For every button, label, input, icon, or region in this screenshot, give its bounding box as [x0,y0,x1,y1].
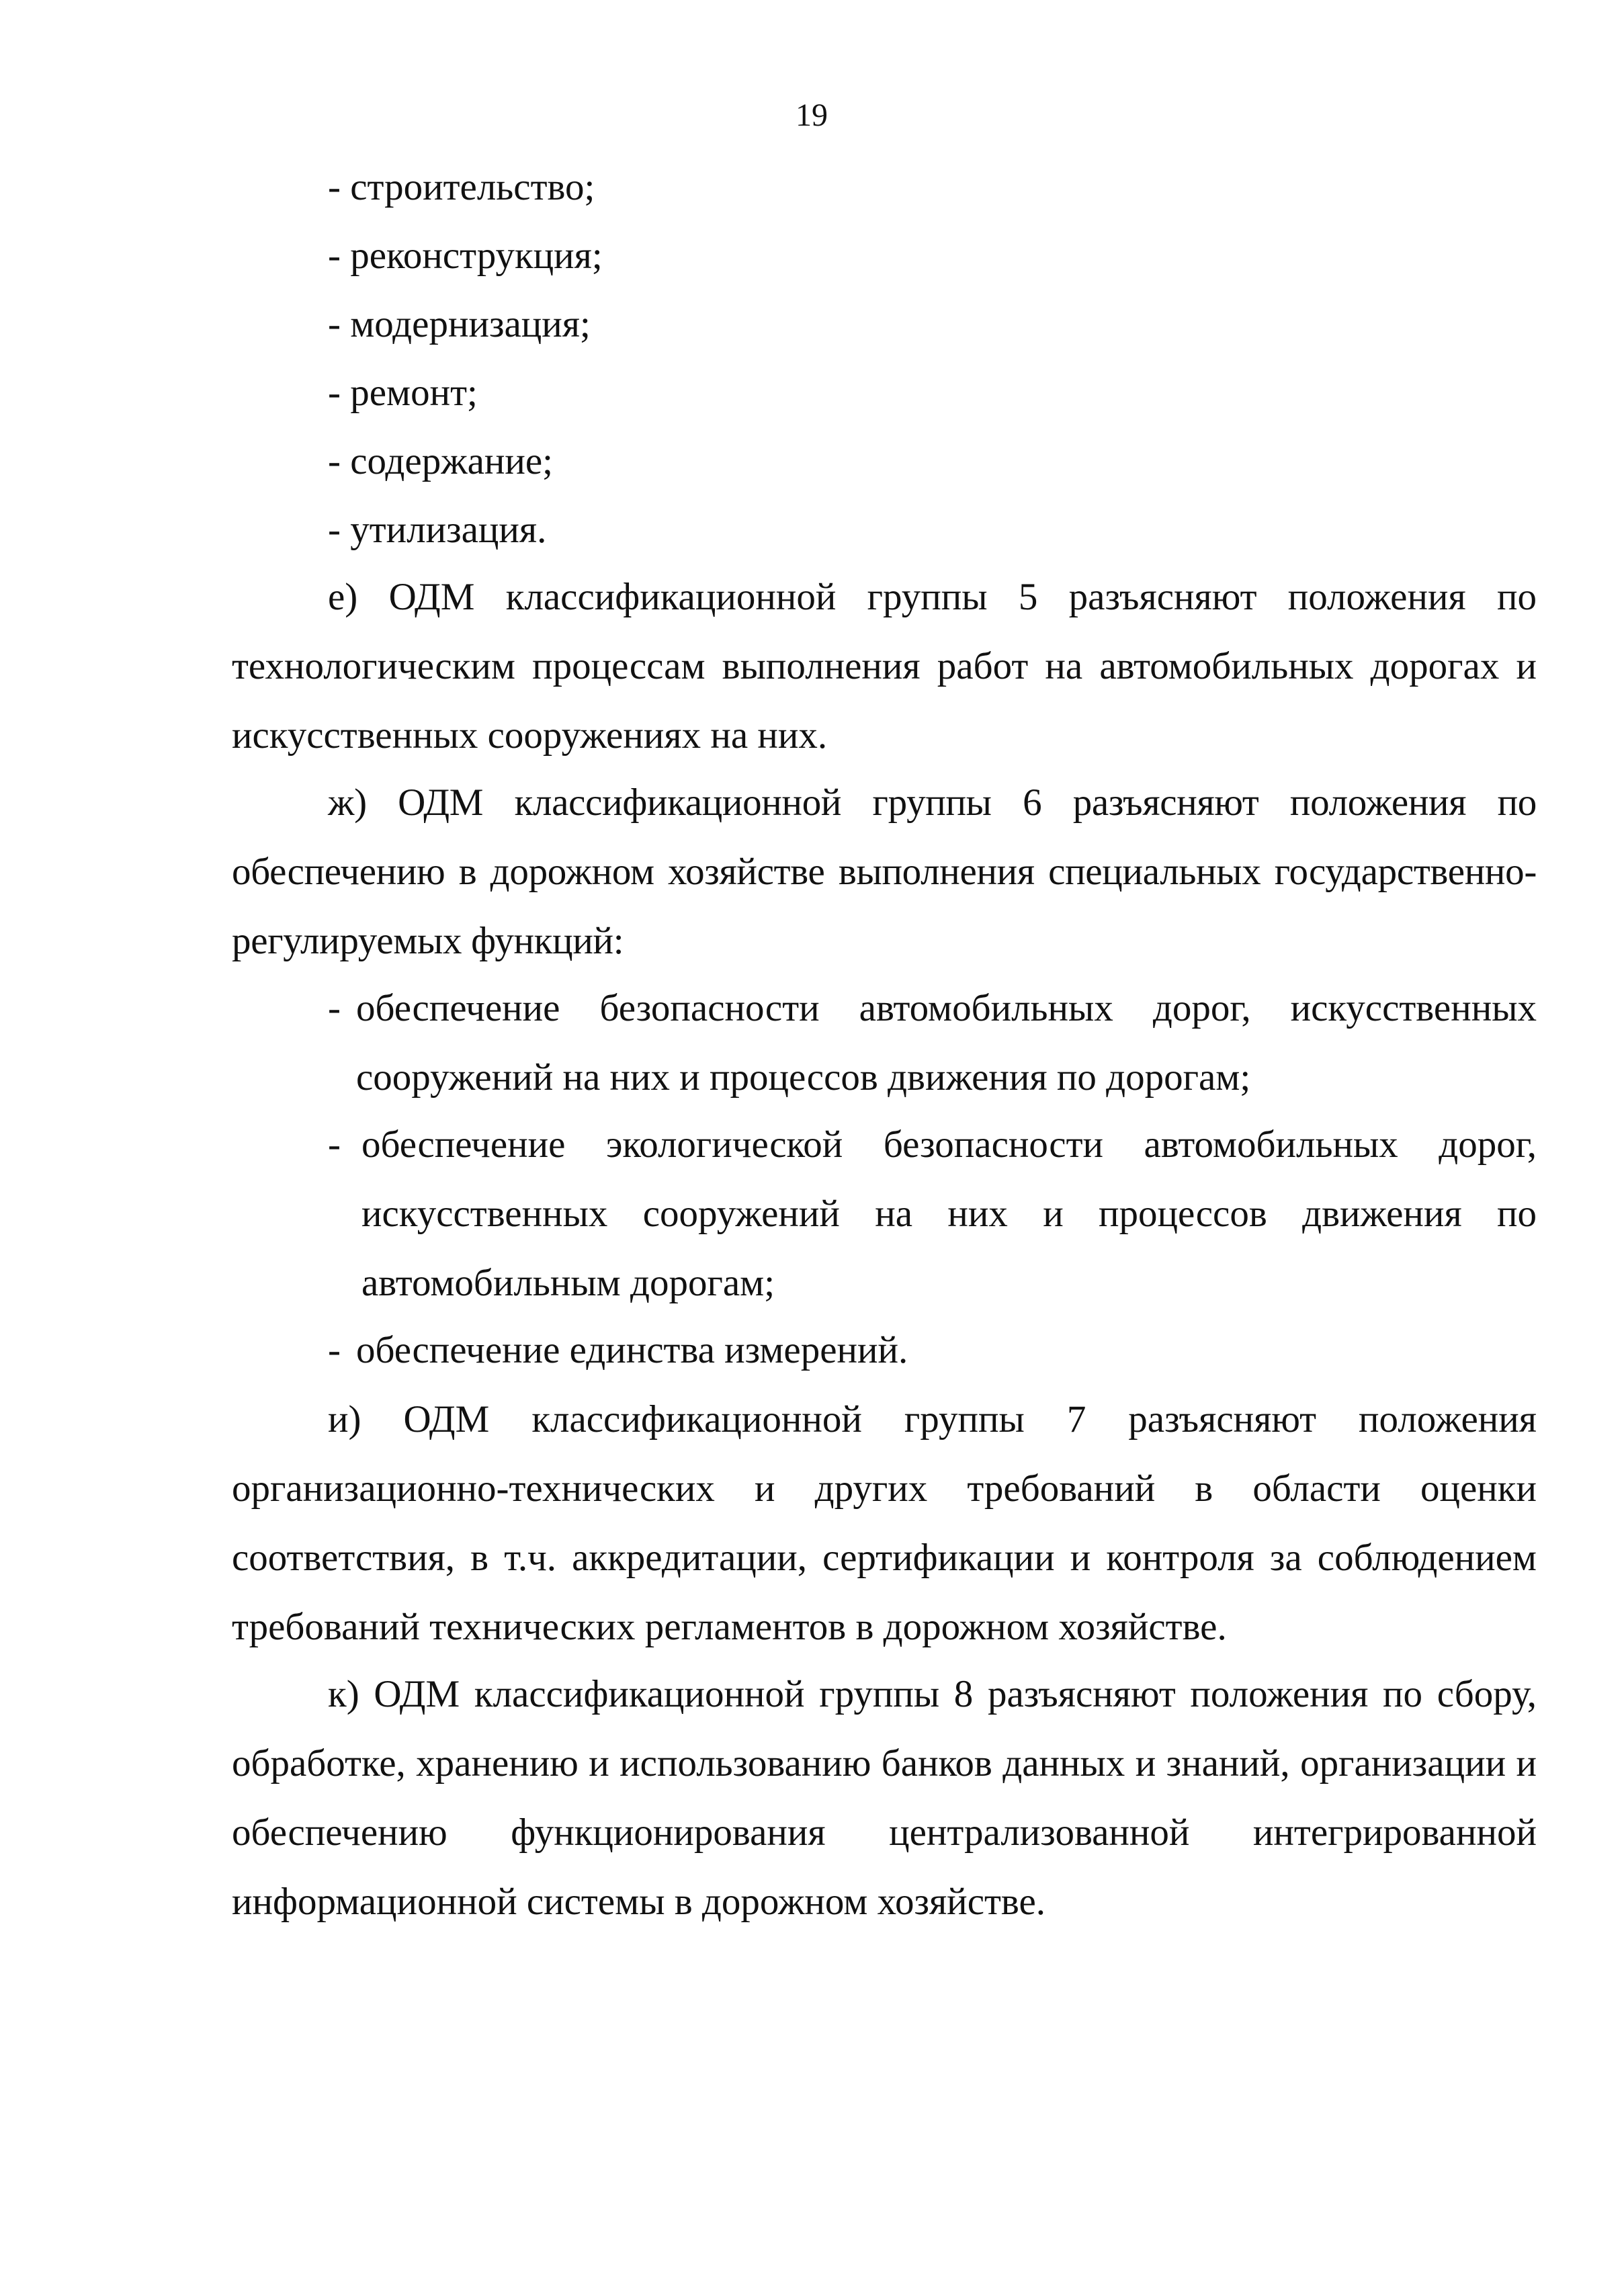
paragraph-e: е) ОДМ классификационной группы 5 разъясняют положения по технологическим процессам выполнения работ на автомобильных дорогах и искусственных сооружениях на них. [232,576,1537,757]
bullet-dash: - [328,987,341,1029]
page-number: 19 [796,97,828,133]
list-item-construction: - строительство; [328,166,595,208]
bullet-measurement-unity [328,1316,1537,1385]
list-item-reconstruction: - реконструкция; [328,234,603,277]
bullet-text: обеспечение экологической безопасности автомобильных дорог, искусственных сооружений на них и процессов движения по автомобильным дорогам; [361,1123,1537,1304]
list-item-maintenance: - содержание; [328,440,554,482]
bullet-text: обеспечение единства измерений. [356,1329,908,1371]
list-item-disposal: - утилизация. [328,509,547,551]
paragraph-i: и) ОДМ классификационной группы 7 разъясняют положения организационно-технических и других требований в области оценки соответствия, в т.ч. аккредитации, сертификации и контроля за соблюдением требований технических регламентов в дорожном хозяйстве. [232,1398,1537,1648]
bullet-ecological-safety [328,1110,1537,1318]
bullet-dash: - [328,1123,341,1166]
paragraph-k: к) ОДМ классификационной группы 8 разъясняют положения по сбору, обработке, хранению и использованию банков данных и знаний, организации и обеспечению функционирования централизованной интегрированной информационной системы в дорожном хозяйстве. [232,1673,1537,1923]
bullet-text: обеспечение безопасности автомобильных дорог, искусственных сооружений на них и процессов движения по дорогам; [356,987,1537,1099]
bullet-road-safety [328,974,1537,1112]
list-item-repair: - ремонт; [328,372,478,414]
paragraph-zh: ж) ОДМ классификационной группы 6 разъясняют положения по обеспечению в дорожном хозяйстве выполнения специальных государственно-регулируемых функций: [232,781,1537,962]
bullet-dash: - [328,1329,341,1371]
list-item-modernization: - модернизация; [328,303,591,345]
